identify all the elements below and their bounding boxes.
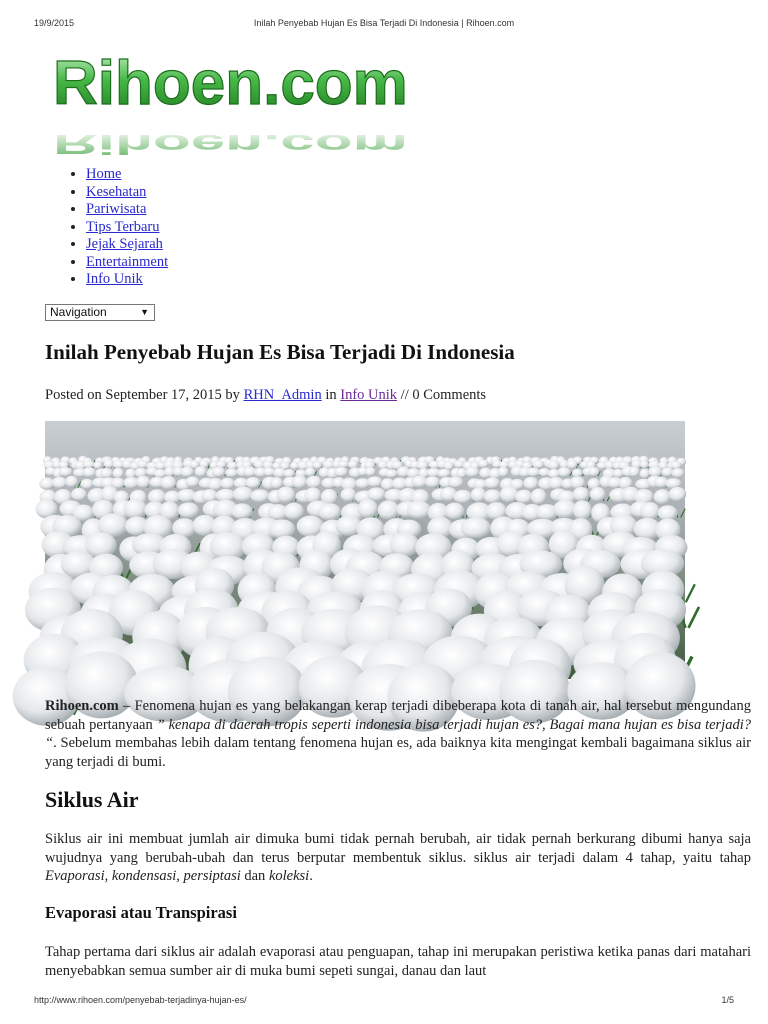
hailstone	[407, 501, 432, 519]
nav-link-info-unik[interactable]: Info Unik	[86, 271, 143, 287]
hailstone	[640, 460, 649, 468]
hailstone	[590, 487, 606, 502]
hailstone	[465, 467, 479, 477]
hailstone	[484, 477, 500, 488]
hailstone	[313, 461, 322, 469]
hailstone	[460, 517, 491, 538]
hailstone	[233, 487, 253, 502]
post-meta	[45, 387, 486, 404]
hailstone	[269, 519, 296, 538]
print-date: 19/9/2015	[34, 18, 75, 28]
hailstone	[160, 476, 176, 489]
nav-item-tips-terbaru	[86, 219, 168, 237]
hailstone	[59, 467, 73, 477]
nav-item-info-unik	[86, 271, 168, 289]
logo-reflection: Rihoen.com	[53, 128, 408, 160]
nav-link-home[interactable]: Home	[86, 166, 122, 182]
hailstone	[334, 467, 348, 477]
siklus-stages: Evaporasi, kondensasi, persiptasi	[45, 868, 241, 884]
hailstone	[573, 487, 589, 502]
intro-text-continued: . Sebelum membahas lebih dalam tentang fenomena hujan es, ada baiknya kita mengingat kembali bagaimana siklus air yang terjadi di bumi.	[45, 735, 751, 770]
hailstone	[365, 467, 376, 476]
evaporasi-paragraph: Tahap pertama dari siklus air adalah evaporasi atau penguapan, tahap ini merupakan peristiwa ketika panas dari matahari menyebabkan semua sumber air di muka bumi sepeti sungai, danau dan laut	[45, 944, 751, 979]
hailstone	[181, 467, 194, 478]
intro-site-name: Rihoen.com	[45, 698, 119, 714]
hailstone	[220, 478, 235, 489]
hailstone	[498, 467, 509, 477]
siklus-air-paragraph	[45, 830, 751, 886]
hailstone	[531, 489, 547, 505]
hailstone	[385, 469, 398, 478]
nav-item-kesehatan	[86, 184, 168, 202]
hailstone	[185, 476, 199, 487]
hailstone	[113, 468, 124, 479]
hailstone	[71, 488, 87, 501]
hailstone	[284, 503, 304, 520]
hailstone	[306, 476, 322, 489]
hailstone	[471, 487, 487, 502]
hailstone	[341, 488, 357, 502]
hailstone	[195, 466, 207, 477]
hailstone	[212, 467, 226, 477]
hailstone	[548, 460, 559, 469]
hailstone	[201, 489, 218, 502]
nav-item-home	[86, 166, 168, 184]
hailstone	[453, 490, 472, 504]
post-meta-in: in	[321, 387, 341, 403]
hailstone	[305, 468, 316, 477]
print-page-number: 1/5	[721, 995, 734, 1005]
hailstone	[515, 490, 533, 504]
siklus-end: .	[309, 868, 313, 884]
hailstone	[448, 477, 464, 488]
hailstone	[367, 487, 386, 501]
navigation-dropdown[interactable]	[45, 304, 155, 321]
intro-text: – Fenomena hujan es yang belakangan kerap terjadi dibeberapa kota di tanah air, hal tersebut mengundang sebuah pertanyaan	[45, 698, 751, 733]
hailstone	[270, 477, 283, 489]
hailstone	[65, 476, 78, 488]
intro-question: ” kenapa di daerah tropis seperti indonesia bisa terjadi hujan es?, Bagai mana hujan es bisa terjadi? “	[45, 716, 751, 751]
post-date: Posted on September 17, 2015 by	[45, 387, 244, 403]
hailstone	[425, 476, 440, 487]
hailstone	[93, 461, 102, 469]
category-link[interactable]: Info Unik	[340, 387, 398, 403]
site-logo[interactable]	[45, 48, 485, 160]
hailstone	[136, 476, 151, 488]
nav-link-tips-terbaru[interactable]: Tips Terbaru	[86, 218, 160, 235]
chevron-down-icon: ▼	[140, 307, 149, 317]
hailstone	[318, 503, 341, 520]
author-link[interactable]: RHN_Admin	[243, 387, 322, 403]
hailstone	[292, 475, 307, 488]
print-title: Inilah Penyebab Hujan Es Bisa Terjadi Di Indonesia | Rihoen.com	[253, 18, 515, 28]
hailstone	[669, 487, 687, 502]
hailstone	[523, 477, 538, 490]
nav-item-pariwisata	[86, 201, 168, 219]
siklus-and: dan	[240, 868, 269, 884]
hailstone	[178, 502, 199, 518]
nav-link-kesehatan[interactable]: Kesehatan	[86, 183, 147, 200]
hailstone	[671, 461, 682, 469]
hailstone	[445, 503, 465, 520]
hailstone	[100, 468, 113, 478]
hailstone	[250, 489, 270, 502]
hailstone	[456, 468, 467, 478]
hailstone	[629, 466, 640, 477]
nav-link-pariwisata[interactable]: Pariwisata	[86, 201, 147, 217]
hailstone	[52, 477, 68, 489]
post-title: Inilah Penyebab Hujan Es Bisa Terjadi Di Indonesia	[45, 340, 515, 364]
hailstone	[648, 467, 662, 477]
hailstone	[103, 459, 114, 468]
hailstone	[82, 467, 96, 477]
hailstone	[639, 468, 649, 478]
intro-paragraph	[45, 697, 751, 771]
hailstone	[532, 460, 544, 468]
hailstones-photo	[45, 421, 685, 679]
navigation-dropdown-label: Navigation	[50, 305, 107, 319]
section-heading-evaporasi: Evaporasi atau Transpirasi	[45, 903, 237, 922]
hailstone	[558, 467, 571, 477]
logo-text: Rihoen.com	[53, 49, 408, 118]
hailstone	[358, 499, 378, 518]
hailstone	[640, 502, 660, 520]
nav-item-jejak-sejarah	[86, 236, 168, 254]
hailstone	[277, 487, 296, 503]
nav-link-jejak-sejarah[interactable]: Jejak Sejarah	[86, 236, 163, 252]
hailstone	[245, 477, 260, 488]
hailstone	[283, 469, 295, 478]
hailstone	[338, 461, 349, 468]
section-heading-siklus-air: Siklus Air	[45, 787, 139, 812]
nav-link-entertainment[interactable]: Entertainment	[86, 253, 169, 270]
hailstone	[367, 476, 383, 487]
hailstone	[225, 468, 238, 477]
siklus-text: Siklus air ini membuat jumlah air dimuka bumi tidak pernah berubah, air tidak pernah berkurang dibumi hanya saja wujudnya yang berubah-ubah dan terus berputar membentuk siklus. siklus air terjadi dalam 4 tahap, yaitu tahap	[45, 831, 751, 866]
hailstone	[124, 499, 147, 519]
hailstone	[231, 503, 253, 519]
hailstone	[588, 467, 599, 476]
hailstone	[527, 468, 541, 477]
hailstone	[573, 500, 592, 520]
hailstone	[80, 479, 93, 489]
hailstone	[572, 469, 583, 478]
comment-count: // 0 Comments	[397, 387, 487, 403]
hailstone	[137, 460, 149, 468]
hailstone	[437, 469, 451, 478]
siklus-last-stage: koleksi	[268, 868, 310, 884]
nav-item-entertainment	[86, 254, 168, 272]
hailstone	[567, 460, 578, 469]
print-url: http://www.rihoen.com/penyebab-terjadinya-hujan-es/	[34, 995, 247, 1005]
hailstone	[478, 460, 489, 468]
hailstone	[671, 468, 684, 478]
main-navigation	[46, 166, 168, 289]
hailstone	[484, 489, 502, 503]
hailstone	[654, 489, 671, 504]
